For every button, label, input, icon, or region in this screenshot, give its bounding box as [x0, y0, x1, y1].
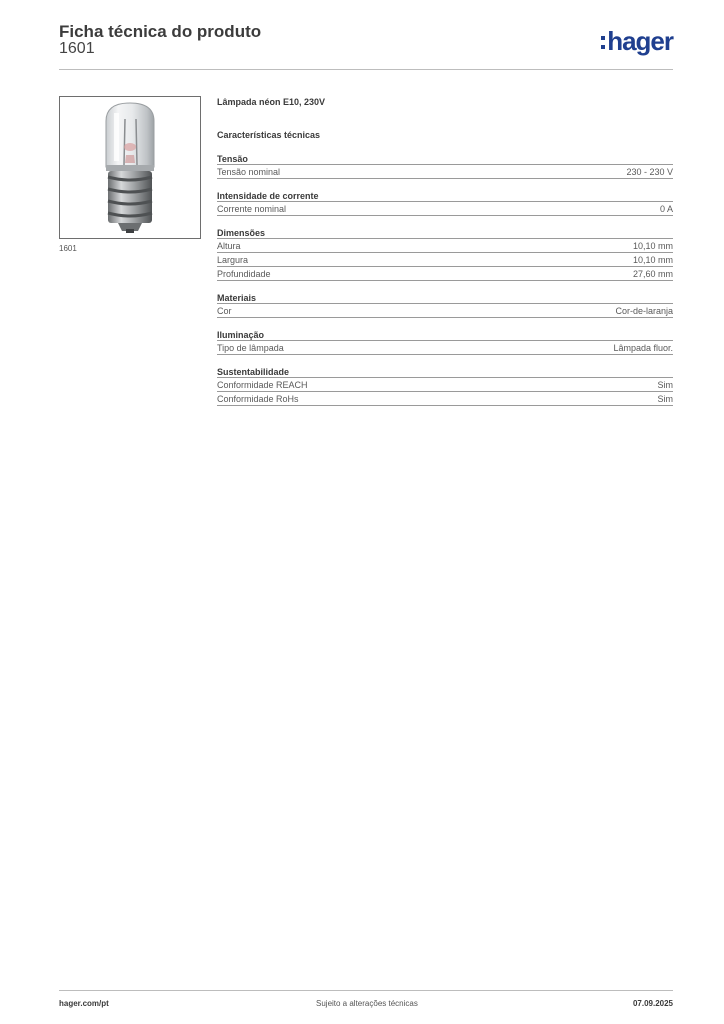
group-intensidade — [217, 191, 673, 216]
spec-value: 10,10 mm — [632, 240, 673, 251]
spec-value: 27,60 mm — [632, 268, 673, 279]
technical-details — [217, 96, 673, 406]
footer-date: 07.09.2025 — [632, 999, 673, 1008]
spec-value: Cor-de-laranja — [615, 305, 673, 316]
spec-row — [217, 392, 673, 406]
spec-label: Conformidade RoHs — [217, 393, 299, 404]
spec-label: Tensão nominal — [217, 166, 281, 177]
spec-label: Conformidade REACH — [217, 379, 308, 390]
logo-wordmark: hager — [607, 26, 673, 56]
product-code: 1601 — [59, 40, 95, 57]
hager-logo — [601, 27, 673, 55]
group-title: Iluminação — [217, 330, 673, 341]
group-title: Sustentabilidade — [217, 367, 673, 378]
spec-row — [217, 341, 673, 355]
document-title: Ficha técnica do produto — [59, 22, 262, 41]
spec-row — [217, 378, 673, 392]
spec-row — [217, 202, 673, 216]
spec-row — [217, 267, 673, 281]
spec-row — [217, 165, 673, 179]
page-header — [59, 20, 673, 70]
footer-website: hager.com/pt — [59, 999, 109, 1008]
image-caption: 1601 — [59, 244, 77, 253]
product-name: Lâmpada néon E10, 230V — [217, 97, 326, 107]
spec-label: Altura — [217, 240, 241, 251]
spec-value: Lâmpada fluor. — [613, 342, 673, 353]
group-title: Dimensões — [217, 228, 673, 239]
spec-value: Sim — [657, 393, 673, 404]
spec-value: 10,10 mm — [632, 254, 673, 265]
spec-row — [217, 239, 673, 253]
group-materiais — [217, 293, 673, 318]
spec-row — [217, 304, 673, 318]
page-footer — [59, 990, 673, 1014]
spec-label: Profundidade — [217, 268, 271, 279]
spec-label: Largura — [217, 254, 249, 265]
group-sustentabilidade — [217, 367, 673, 406]
footer-note: Sujeito a alterações técnicas — [316, 999, 418, 1008]
spec-label: Cor — [217, 305, 232, 316]
group-tensao — [217, 154, 673, 179]
product-image — [59, 96, 201, 239]
spec-row — [217, 253, 673, 267]
group-iluminacao — [217, 330, 673, 355]
neon-lamp-picture — [60, 97, 200, 238]
group-title: Intensidade de corrente — [217, 191, 673, 202]
spec-label: Corrente nominal — [217, 203, 287, 214]
spec-label: Tipo de lâmpada — [217, 342, 284, 353]
spec-value: Sim — [657, 379, 673, 390]
logo-dots-icon — [601, 36, 605, 49]
spec-value: 0 A — [659, 203, 673, 214]
group-title: Materiais — [217, 293, 673, 304]
section-title: Características técnicas — [217, 130, 321, 140]
group-title: Tensão — [217, 154, 673, 165]
spec-value: 230 - 230 V — [626, 166, 673, 177]
group-dimensoes — [217, 228, 673, 281]
